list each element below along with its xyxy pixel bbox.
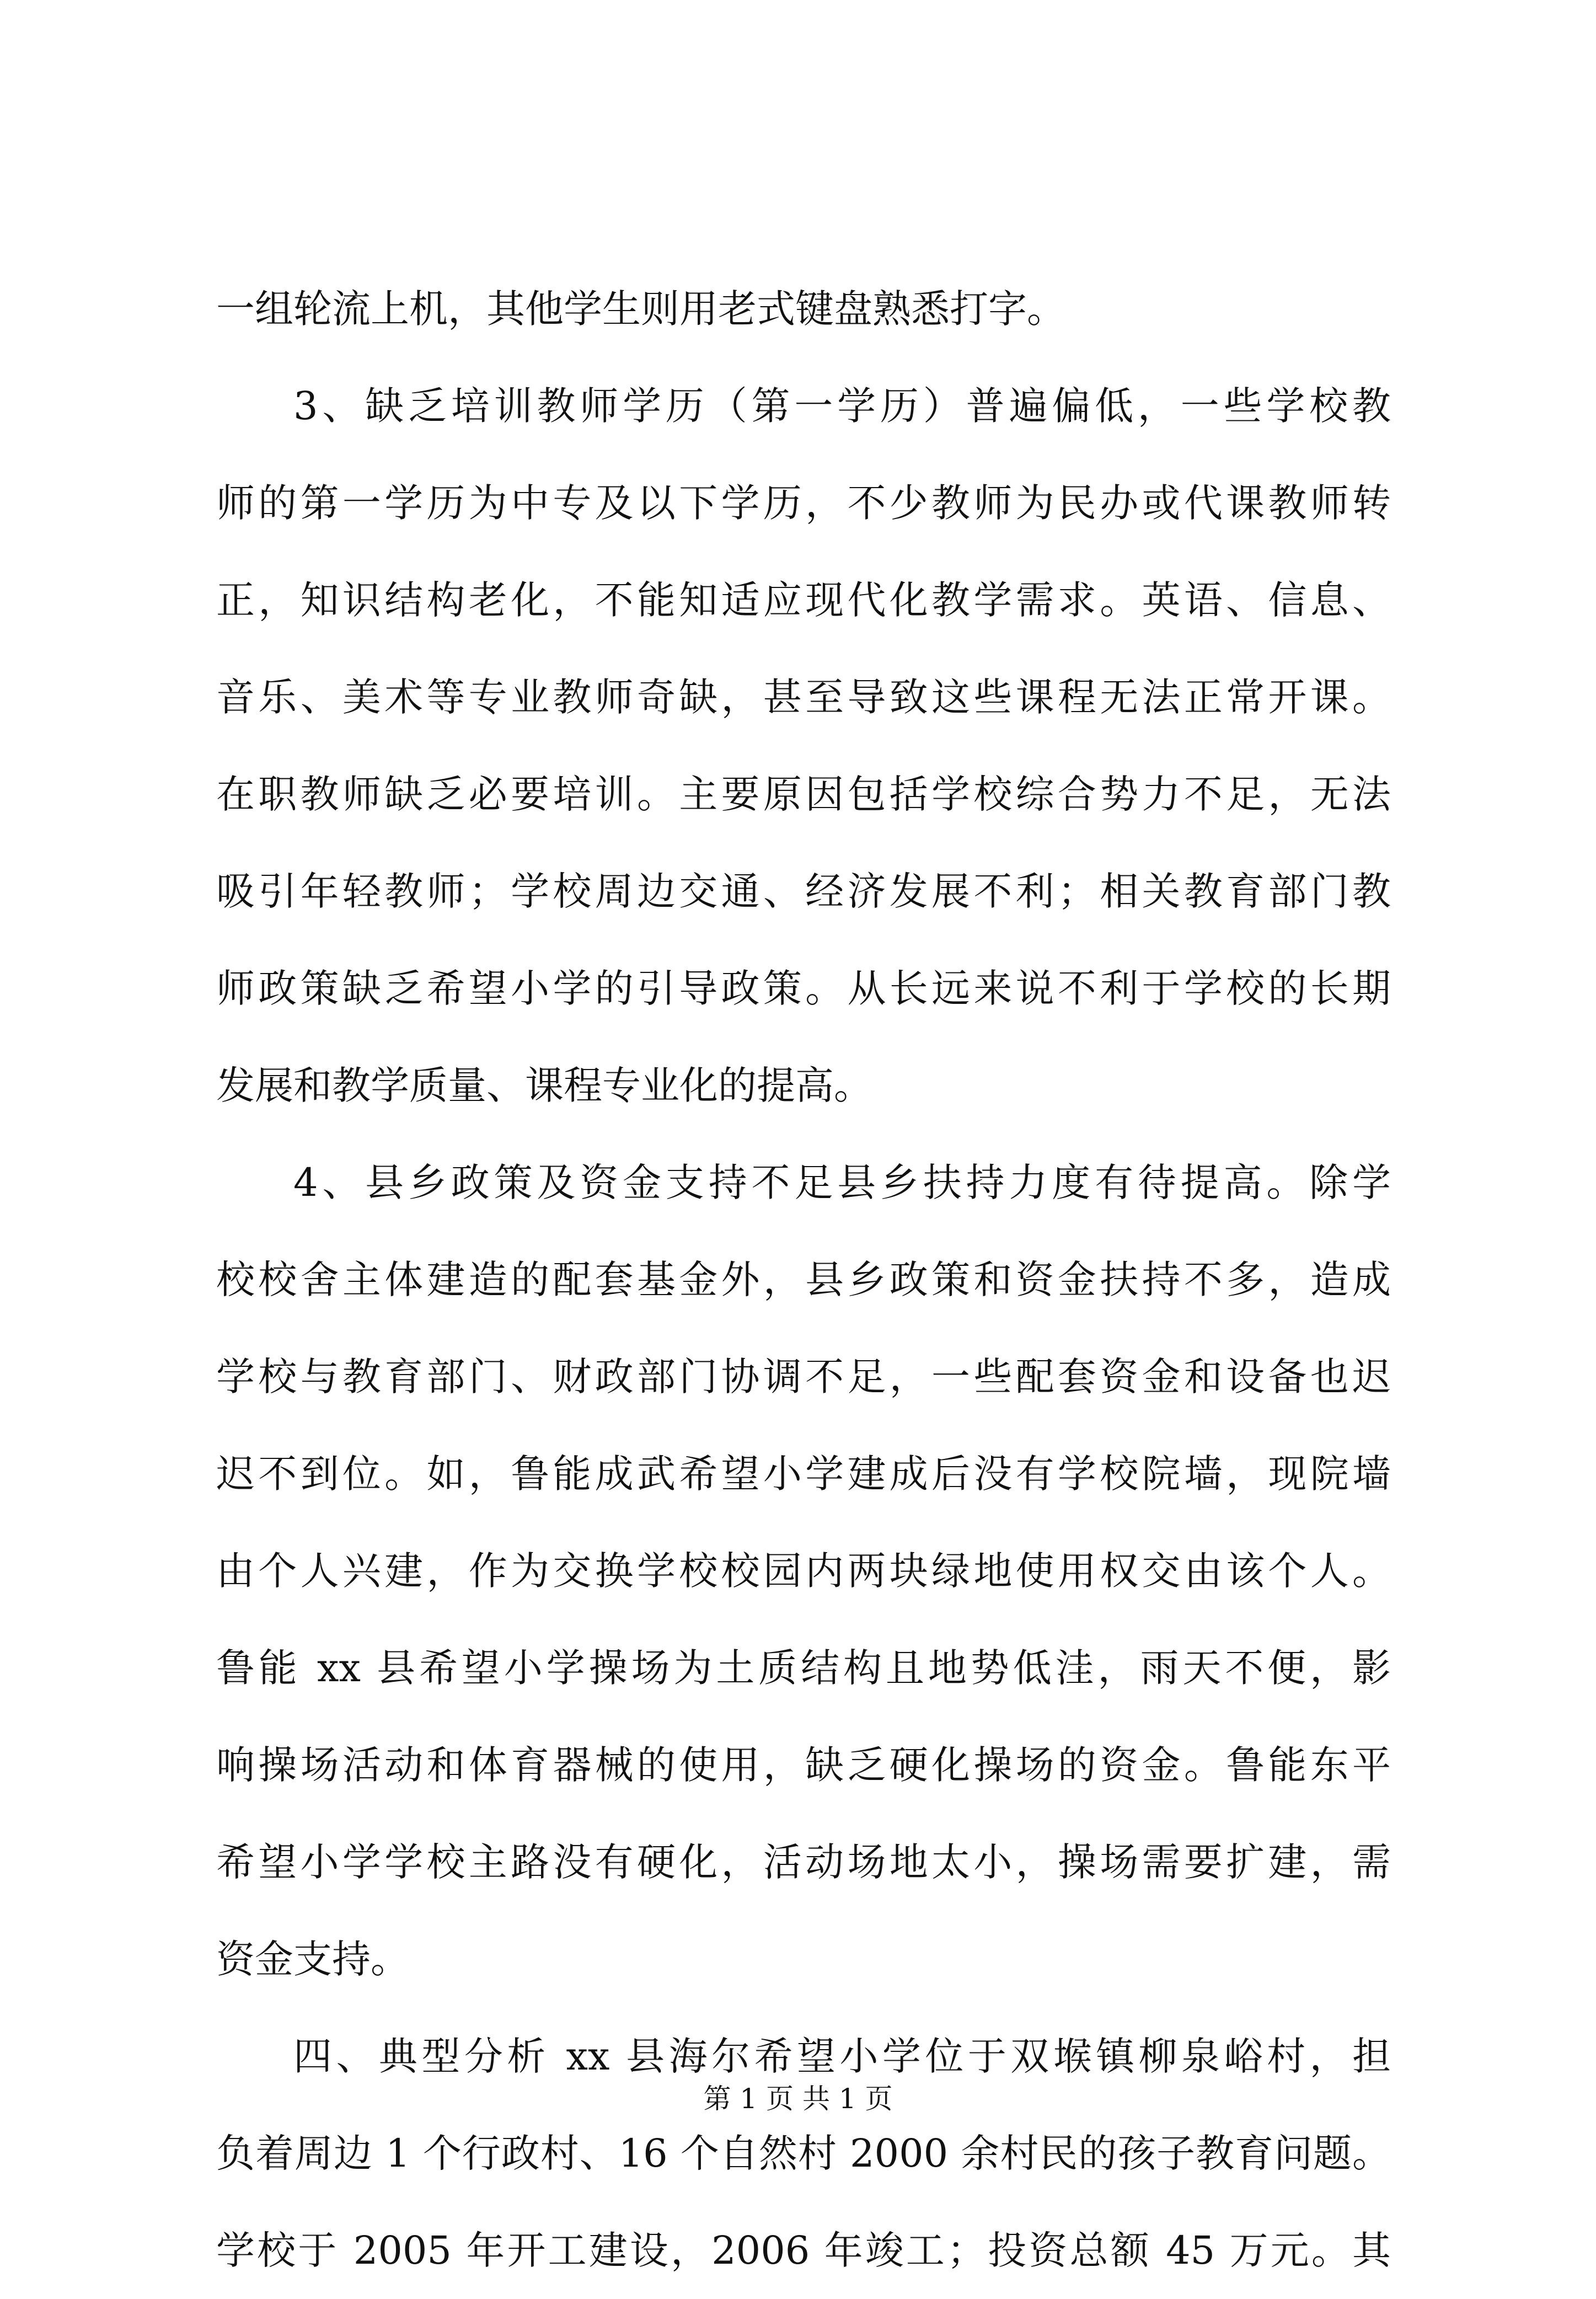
text-line: 师的第一学历为中专及以下学历，不少教师为民办或代课教师转 <box>216 480 1391 526</box>
text-line: 4、县乡政策及资金支持不足县乡扶持力度有待提高。除学 <box>293 1160 1391 1205</box>
text-line: 师政策缺乏希望小学的引导政策。从长远来说不利于学校的长期 <box>216 966 1391 1011</box>
document-body <box>216 260 1391 2299</box>
text-line: 音乐、美术等专业教师奇缺，甚至导致这些课程无法正常开课。 <box>216 675 1391 720</box>
text-line: 学校与教育部门、财政部门协调不足，一些配套资金和设备也迟 <box>216 1354 1391 1399</box>
text-line: 负着周边 1 个行政村、16 个自然村 2000 余村民的孩子教育问题。 <box>216 2131 1391 2176</box>
text-line: 由个人兴建，作为交换学校校园内两块绿地使用权交由该个人。 <box>216 1548 1391 1594</box>
text-line: 在职教师缺乏必要培训。主要原因包括学校综合势力不足，无法 <box>216 772 1391 817</box>
text-line: 正，知识结构老化，不能知适应现代化教学需求。英语、信息、 <box>216 578 1391 623</box>
text-line: 四、典型分析 xx 县海尔希望小学位于双堠镇柳泉峪村，担 <box>293 2034 1391 2079</box>
text-line: 校校舍主体建造的配套基金外，县乡政策和资金扶持不多，造成 <box>216 1257 1391 1302</box>
text-line: 响操场活动和体育器械的使用，缺乏硬化操场的资金。鲁能东平 <box>216 1742 1391 1788</box>
page-number-label: 第 1 页 共 1 页 <box>703 2083 893 2115</box>
text-line: 学校于 2005 年开工建设，2006 年竣工；投资总额 45 万元。其 <box>216 2228 1391 2273</box>
text-line: 一组轮流上机，其他学生则用老式键盘熟悉打字。 <box>216 286 1065 332</box>
page-footer <box>0 2079 1596 2118</box>
text-line: 希望小学学校主路没有硬化，活动场地太小，操场需要扩建，需 <box>216 1840 1391 1885</box>
text-line: 吸引年轻教师；学校周边交通、经济发展不利；相关教育部门教 <box>216 869 1391 914</box>
text-line: 迟不到位。如，鲁能成武希望小学建成后没有学校院墙，现院墙 <box>216 1451 1391 1496</box>
text-line: 发展和教学质量、课程专业化的提高。 <box>216 1063 872 1108</box>
text-line: 3、缺乏培训教师学历（第一学历）普遍偏低，一些学校教 <box>293 383 1391 429</box>
text-line: 鲁能 xx 县希望小学操场为土质结构且地势低洼，雨天不便，影 <box>216 1645 1391 1691</box>
text-line: 资金支持。 <box>216 1937 409 1982</box>
